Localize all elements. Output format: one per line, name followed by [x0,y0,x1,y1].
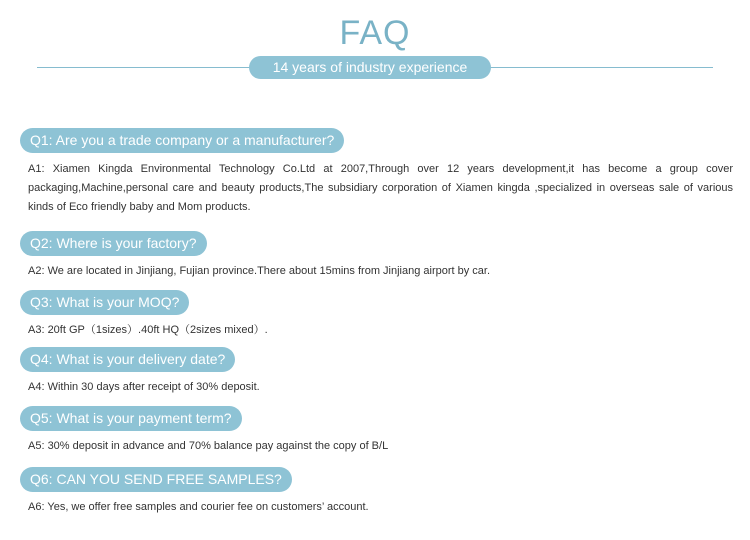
answer-2: A2: We are located in Jinjiang, Fujian province.There about 15mins from Jinjiang airport by car. [28,265,491,277]
answer-1: A1: Xiamen Kingda Environmental Technology Co.Ltd at 2007,Through over 12 years development,it has become a group cover packaging,Machine,personal care and beauty products,The subsidiary corporation of Xiamen kingda ,specialized in overseas sale of various kinds of Eco friendly baby and Mom products. [28,163,733,213]
answer-3: A3: 20ft GP（1sizes）.40ft HQ（2sizes mixed）. [28,324,268,336]
question-3: Q3: What is your MOQ? [20,290,189,315]
subtitle-badge: 14 years of industry experience [249,56,491,79]
answer-5: A5: 30% deposit in advance and 70% balance pay against the copy of B/L [28,440,389,452]
question-6: Q6: CAN YOU SEND FREE SAMPLES? [20,467,292,492]
answer-6: A6: Yes, we offer free samples and courier fee on customers’ account. [28,501,369,513]
question-4: Q4: What is your delivery date? [20,347,235,372]
question-2: Q2: Where is your factory? [20,231,207,256]
answer-4: A4: Within 30 days after receipt of 30% deposit. [28,381,260,393]
question-5: Q5: What is your payment term? [20,406,242,431]
question-1: Q1: Are you a trade company or a manufacturer? [20,128,344,153]
page-title: FAQ [339,14,411,52]
